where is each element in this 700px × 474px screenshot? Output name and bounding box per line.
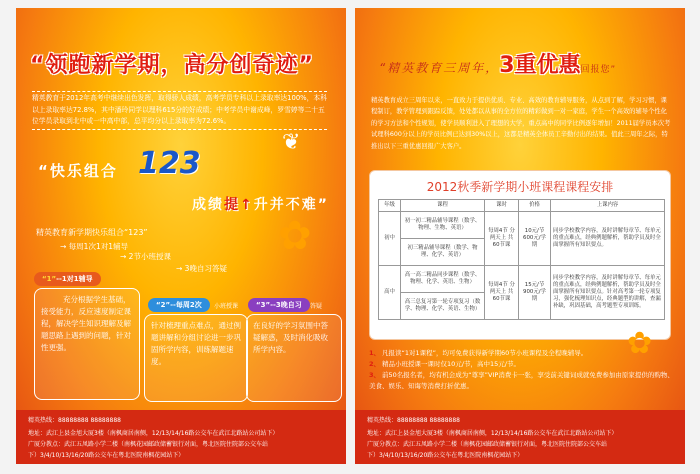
offer-note-number: 2、 xyxy=(369,360,381,368)
combo-b-pre: 成绩 xyxy=(192,197,224,213)
cell-hours: 每周4节 分两天上 共60节课 xyxy=(485,266,519,320)
left-intro-text: 精英教育于2012年高考中继续出色发挥，取得骄人成绩，高考学员专科以上录取率达100%，本科以上录取率达72.8%，其中潘玲同学以理科615分的好成绩；中考学员中谢成峰，罗雪婷等二十五位学员录取到北中或一中高中部，总平均分以上录取率为72.6%。 xyxy=(32,91,327,130)
table-row xyxy=(379,212,665,239)
cell-content: 同步学校教学内容，及时讲解每章节、每单元的重点难点，经典例题解析，帮助学员及时全面掌握所有知识要点。针对高考第一轮专项复习，强化梳理知识点，经典题型的讲解，查漏补缺，巩固基础，高考题型专项训练。 xyxy=(551,266,665,320)
combo-item-2: → 2节小班授课 xyxy=(120,252,171,261)
header-content: 上课内容 xyxy=(551,200,665,212)
footer-bus: 下）3/4/10/13/16/20路公交车在粤北医院南枫花园站下） xyxy=(367,452,524,459)
left-flyer-page xyxy=(16,8,346,464)
combo-b-rise: 提 xyxy=(224,197,240,213)
tag-one-on-one xyxy=(34,272,101,286)
combo-item-3-text: 3晚自习答疑 xyxy=(184,264,227,273)
right-headline-b: 3重优惠 xyxy=(499,53,581,78)
tag-1-number: “1” xyxy=(42,275,57,283)
right-headline-c: 回报您” xyxy=(580,65,617,75)
combo-number-123: 123 xyxy=(138,146,201,181)
tag-3-note: 答疑 xyxy=(310,303,323,310)
footer-hotline: 精英热线：88888888 88888888 xyxy=(28,417,121,424)
combo-b-post: 升并不难” xyxy=(253,197,329,213)
combo-item-3: → 3晚自习答疑 xyxy=(176,264,227,273)
combo-slogan-prefix: “快乐组合 xyxy=(38,162,118,180)
box-evening-study-desc: 在良好的学习氛围中答疑解惑，及时消化吸收所学内容。 xyxy=(246,314,342,402)
combo-subheading: 精英教育新学期快乐组合“123” xyxy=(36,228,148,237)
table-row xyxy=(379,266,665,293)
right-headline xyxy=(379,48,616,79)
cell-price: 10元/节 600元/学期 xyxy=(519,212,551,266)
combo-item-1-text: 每周1次1对1辅导 xyxy=(68,242,128,251)
offer-note-text: 精品小班授课一课时仅10元/节，高中15元/节。 xyxy=(382,360,520,368)
header-price: 价格 xyxy=(519,200,551,212)
right-footer xyxy=(355,410,685,464)
schedule-table xyxy=(378,199,665,320)
cell-grade: 初中 xyxy=(379,212,401,266)
tag-2-note: 小班授课 xyxy=(214,303,239,310)
schedule-title: 2012秋季新学期小班课程课程安排 xyxy=(426,180,614,194)
footer-address: 地址：武江上县金旭大厦3楼（南枫商居南侧，12/13/14/16路公交车在武江北路站公司站下） xyxy=(28,430,279,437)
cell-course: 高一高二精品同步课程（数学、物理、化学、英语、生物） xyxy=(401,266,485,293)
tag-1-text: --1对1辅导 xyxy=(56,275,93,283)
footer-hotline: 精英热线：88888888 88888888 xyxy=(367,417,460,424)
footer-branch: 广厦分教点：武江五凤路小学二楼（南枫花园邮政储蓄银行对面，粤北医院住院部公交车站 xyxy=(28,441,269,448)
offer-note-number: 3、 xyxy=(369,371,381,379)
combo-item-1: → 每周1次1对1辅导 xyxy=(60,242,128,251)
tag-evening-study: “3”--3晚自习 xyxy=(248,298,310,312)
offer-note-text: 前50名报名者，均有机会成为“尊享”VIP消费卡一张，享受前关键词成就免费参加由原家提供的购物、美食、娱乐、知诲等消费打折优惠。 xyxy=(369,371,674,390)
offer-notes xyxy=(369,348,674,392)
offer-note-number: 1、 xyxy=(369,349,381,357)
up-arrow-icon: ↑ xyxy=(240,197,254,213)
combo-item-2-text: 2节小班授课 xyxy=(128,252,171,261)
box-one-on-one-desc: 充分根据学生基础，接受能力，反应速度制定课程，解决学生知识理解及解题思路上遇到的问题，针对性更强。 xyxy=(34,288,140,400)
right-flyer-page xyxy=(355,8,685,464)
cell-price: 15元/节 900元/学期 xyxy=(519,266,551,320)
offer-note-item xyxy=(369,348,674,359)
offer-note-item xyxy=(369,359,674,370)
left-footer xyxy=(16,410,346,464)
table-header-row xyxy=(379,200,665,212)
cell-content: 同步学校教学内容，及时讲解每章节、每单元的重点难点，经典例题解析，帮助学员及时全面掌握所有知识要点。 xyxy=(551,212,665,266)
sunflower-icon: ✿ xyxy=(627,326,653,361)
footer-bus: 下）3/4/10/13/16/20路公交车在粤北医院南枫花园站下） xyxy=(28,452,185,459)
footer-address: 地址：武江上县金旭大厦3楼（南枫商居南侧，12/13/14/16路公交车在武江北路站公司站下） xyxy=(367,430,618,437)
sunflower-icon: ✿ xyxy=(278,213,312,259)
cell-grade: 高中 xyxy=(379,266,401,320)
butterfly-icon: ❦ xyxy=(282,130,301,155)
offer-note-text: 凡报读“1对1课程”，均可免费获得新学期60节小班课程及全程晚辅导。 xyxy=(382,349,588,357)
footer-branch: 广厦分教点：武江五凤路小学二楼（南枫花园邮政储蓄银行对面，粤北医院住院部公交车站 xyxy=(367,441,608,448)
header-grade: 年级 xyxy=(379,200,401,212)
box-small-class-desc: 针对梳理重点难点，通过例题讲解和分组讨论进一步巩固所学内容，训练解题速度。 xyxy=(144,314,248,402)
right-intro-text: 精英教育成立三周年以来，一直致力于提供优质、专业、高效的教育辅导服务，从点到了解，学习习惯，课程制订，教学管理到跟踪反馈，处处都以从事的全方位的精彩做到一对一家庭，学生一个高效的辅导个性化的学习方法和个性规划，使学员顺利进入了理想的大学，重点高中的同学比例逐年增加！2011届学员本次考试理科600分以上的学员比例已达到30%以上，这都是精英全体员工辛勤付出的结果。值此三周年之际，特推出以下三重优惠回报广大客户。 xyxy=(371,97,671,150)
right-headline-a: “精英教育三周年， xyxy=(379,61,500,75)
cell-hours: 每周4节 分两天上 共60节课 xyxy=(485,212,519,266)
course-schedule-panel xyxy=(369,170,671,340)
header-hours: 课时 xyxy=(485,200,519,212)
left-headline: “领跑新学期，高分创奇迹” xyxy=(30,53,314,78)
offer-note-item xyxy=(369,370,674,392)
header-course: 课程 xyxy=(401,200,485,212)
combo-slogan-suffix xyxy=(192,194,329,214)
tag-small-class: “2”--每周2次 xyxy=(148,298,210,312)
cell-course: 高三总复习第一轮专项复习（数学、物理、化学、英语、生物） xyxy=(401,293,485,320)
cell-course: 初一初二精品辅导课程（数学、物理、生物、英语） xyxy=(401,212,485,239)
cell-course: 初三精品辅导课程（数学、物理、化学、英语） xyxy=(401,239,485,266)
